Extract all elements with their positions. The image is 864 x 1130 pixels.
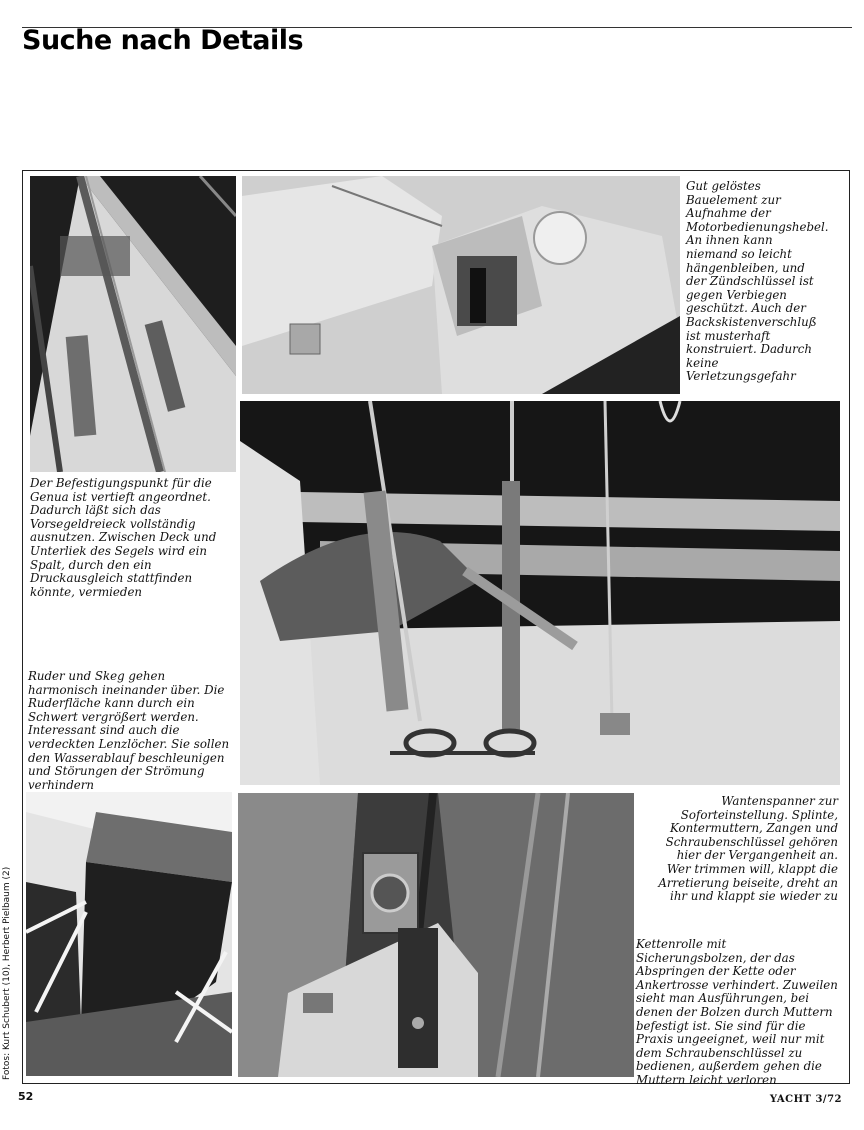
photo-rudder-skeg bbox=[26, 792, 232, 1076]
magazine-issue: YACHT 3/72 bbox=[769, 1094, 842, 1105]
photo-turnbuckles bbox=[240, 401, 840, 785]
caption-chain-roller: Kettenrolle mit Sicherungsbolzen, der das Abspringen der Kette oder Ankertrosse verhindert. Zuweilen sieht man Ausführungen, bei denen der Bolzen durch Muttern befestigt ist. Sie sind für die Praxis ungeeignet, weil nur mit dem Schraubenschlüssel zu bedienen, außerdem gehen die Muttern leicht verloren bbox=[636, 937, 838, 1087]
photo-engine-controls bbox=[242, 176, 680, 394]
caption-engine-lever: Gut gelöstes Bauelement zur Aufnahme der Motorbedienungshebel. An ihnen kann niemand so leicht hängenbleiben, und der Zündschlüssel ist gegen Verbiegen geschützt. Auch der Backskistenverschluß ist musterhaft konstruiert. Dadurch keine Verletzungsgefahr bbox=[686, 179, 829, 384]
photo-genua-fitting bbox=[30, 176, 236, 472]
genua-fitting-illustration bbox=[30, 176, 236, 472]
caption-turnbuckle: Wantenspanner zur Soforteinstellung. Splinte, Kontermuttern, Zangen und Schraubenschlüssel gehören hier der Vergangenheit an. Wer trimmen will, klappt die Arretierung beiseite, dreht an ihr und klappt sie wieder zu bbox=[658, 794, 838, 904]
rudder-skeg-illustration bbox=[26, 792, 232, 1076]
photo-chain-roller bbox=[238, 793, 634, 1077]
engine-controls-illustration bbox=[242, 176, 680, 394]
turnbuckles-illustration bbox=[240, 401, 840, 785]
page-number: 52 bbox=[18, 1090, 34, 1103]
caption-rudder-skeg: Ruder und Skeg gehen harmonisch ineinander über. Die Ruderfläche kann durch ein Schwert vergrößert werden. Interessant sind auch die verdeckten Lenzlöcher. Sie sollen den Wasserablauf beschleunigen und Störungen der Strömung verhindern bbox=[28, 669, 230, 792]
page-title: Suche nach Details bbox=[22, 25, 304, 56]
chain-roller-illustration bbox=[238, 793, 634, 1077]
photo-credit: Fotos: Kurt Schubert (10), Herbert Pielbaum (2) bbox=[2, 866, 12, 1080]
caption-genua-point: Der Befestigungspunkt für die Genua ist vertieft angeordnet. Dadurch läßt sich das Vorsegeldreieck vollständig ausnutzen. Zwischen Deck und Unterliek des Segels wird ein Spalt, durch den ein Druckausgleich stattfinden könnte, vermieden bbox=[30, 476, 217, 599]
